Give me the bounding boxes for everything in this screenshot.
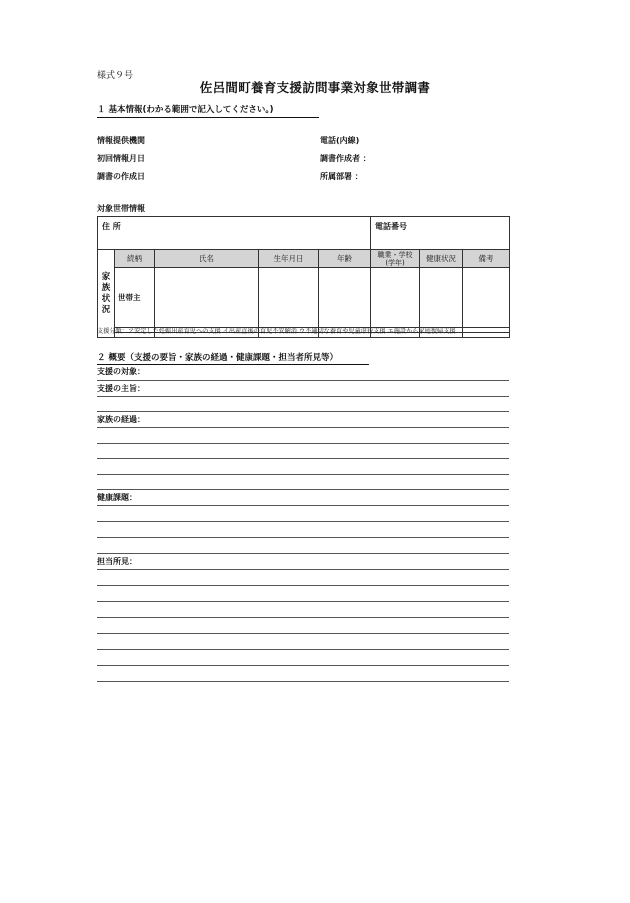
author-label: 調書作成者 ： <box>320 154 371 163</box>
writing-line[interactable] <box>97 427 509 428</box>
family-status-label: 家 族 状 況 <box>98 250 115 338</box>
col-notes: 備考 <box>463 250 510 268</box>
table-cell[interactable] <box>371 268 420 328</box>
writing-line[interactable] <box>97 521 509 522</box>
writing-line[interactable] <box>97 601 509 602</box>
household-table <box>97 216 510 338</box>
creation-date-label: 調書の作成日 <box>97 172 145 181</box>
writing-line[interactable] <box>97 537 509 538</box>
form-number: 様式９号 <box>97 71 134 81</box>
writing-line[interactable] <box>97 380 509 381</box>
address-row <box>98 217 510 250</box>
writing-line[interactable] <box>97 553 509 554</box>
table-row <box>98 268 510 328</box>
col-age: 年齢 <box>319 250 371 268</box>
staff-findings-label: 担当所見： <box>97 557 137 566</box>
writing-line[interactable] <box>97 569 509 570</box>
table-cell[interactable] <box>463 332 510 337</box>
writing-line[interactable] <box>97 665 509 666</box>
col-name: 氏名 <box>155 250 259 268</box>
table-cell[interactable] <box>259 268 319 328</box>
writing-line[interactable] <box>97 396 509 397</box>
col-birthdate: 生年月日 <box>259 250 319 268</box>
info-provider-label: 情報提供機関 <box>97 136 145 145</box>
table-cell[interactable] <box>155 268 259 328</box>
phone-number-label: 電話番号 <box>375 222 408 231</box>
writing-line[interactable] <box>97 443 509 444</box>
table-cell[interactable] <box>319 268 371 328</box>
phone-extension-label: 電話(内線) <box>320 136 360 145</box>
health-issues-label: 健康課題： <box>97 493 137 502</box>
writing-line[interactable] <box>97 649 509 650</box>
writing-line[interactable] <box>97 489 509 490</box>
writing-line[interactable] <box>97 411 509 412</box>
support-purpose-label: 支援の主旨： <box>97 384 145 393</box>
writing-line[interactable] <box>97 474 509 475</box>
address-cell[interactable] <box>98 217 371 250</box>
writing-line[interactable] <box>97 458 509 459</box>
writing-line[interactable] <box>97 617 509 618</box>
family-history-label: 家族の経過： <box>97 415 145 424</box>
table-header-row <box>98 250 510 268</box>
household-caption: 対象世帯情報 <box>97 204 145 213</box>
first-info-date-label: 初回情報月日 <box>97 154 145 163</box>
table-cell[interactable] <box>463 268 510 328</box>
support-target-label: 支援の対象： <box>97 367 145 376</box>
col-health: 健康状況 <box>420 250 463 268</box>
section2-underline <box>97 364 369 365</box>
writing-line[interactable] <box>97 633 509 634</box>
writing-line[interactable] <box>97 681 509 682</box>
col-relationship: 続柄 <box>115 250 155 268</box>
section1-heading: １ 基本情報(わかる範囲で記入してください。) <box>97 105 274 115</box>
writing-line[interactable] <box>97 585 509 586</box>
support-category-note: 支援分類：ア安定した妊娠出産育児への支援 イ出産直後の育児不安解消 ウ不適切な養育や児童虐待支援 エ施設から家庭復帰支援 <box>97 328 456 335</box>
col-occupation: 職業・学校 (学年) <box>371 250 420 268</box>
head-of-household-label: 世帯主 <box>115 268 155 328</box>
section2-heading: ２ 概要（支援の要旨・家族の経過・健康課題・担当者所見等） <box>97 353 338 363</box>
section1-underline <box>97 117 319 118</box>
phone-cell[interactable] <box>371 217 510 250</box>
document-title: 佐呂間町養育支援訪問事業対象世帯調書 <box>199 80 431 95</box>
writing-line[interactable] <box>97 505 509 506</box>
address-label: 住 所 <box>102 222 121 231</box>
table-cell[interactable] <box>420 268 463 328</box>
department-label: 所属部署 ： <box>320 172 363 181</box>
